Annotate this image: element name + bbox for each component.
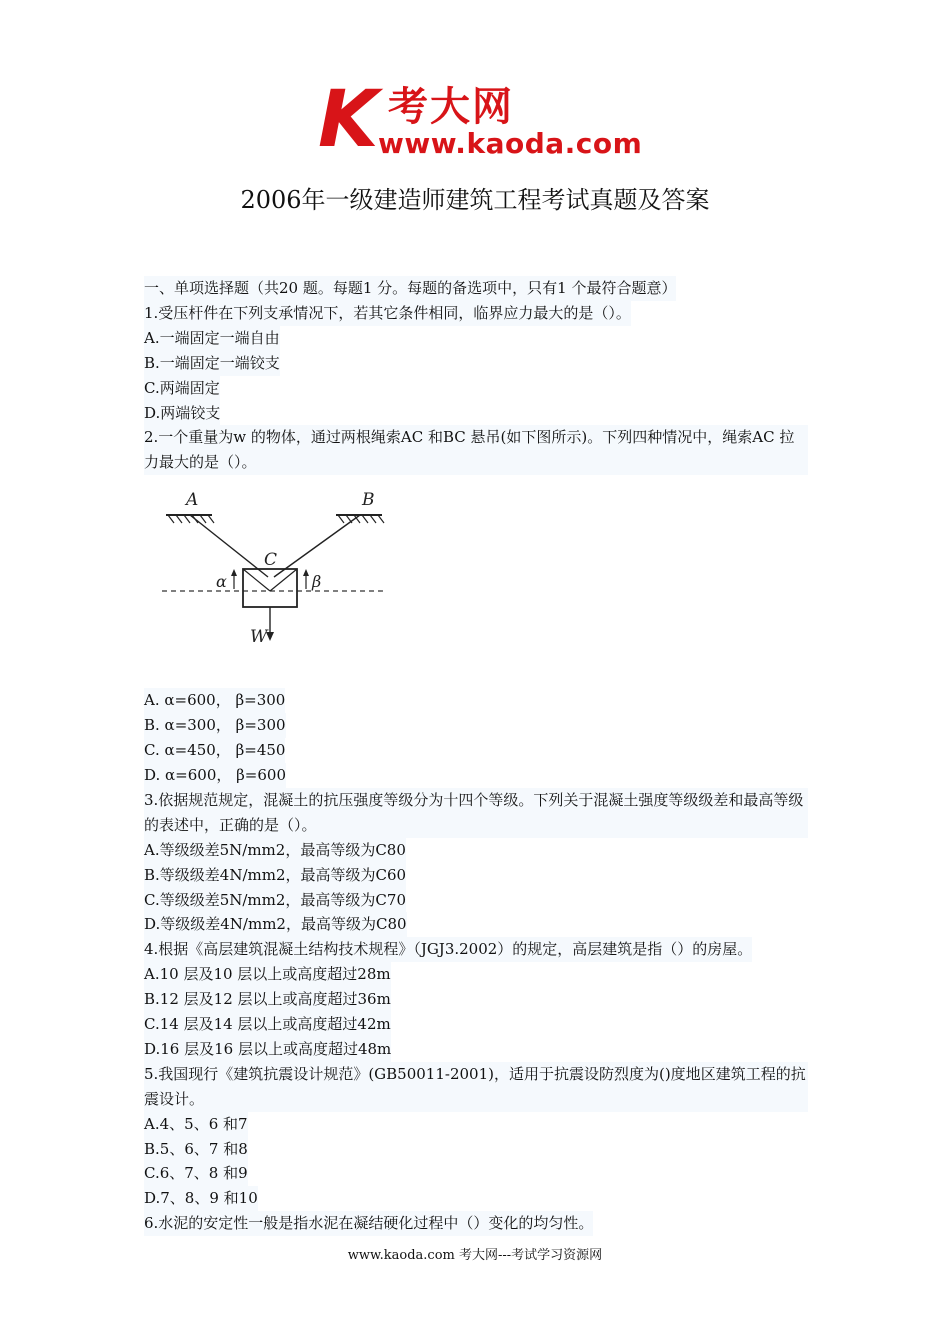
question-5-option-d: D.7、8、9 和10 [144,1186,258,1211]
question-4-stem: 4.根据《高层建筑混凝土结构技术规程》（JGJ3.2002）的规定，高层建筑是指（）的房屋。 [144,937,752,962]
label-alpha: α [216,572,227,592]
question-5-option-c: C.6、7、8 和9 [144,1161,248,1186]
rope-suspension-diagram [156,485,406,660]
question-4-option-b: B.12 层及12 层以上或高度超过36m [144,987,391,1012]
document-body [144,276,814,1236]
rope-bc-inner [270,569,297,591]
label-b: B [362,490,375,511]
logo-name: 考大网 [388,84,514,130]
question-4-option-a: A.10 层及10 层以上或高度超过28m [144,962,391,987]
question-2-option-c: C. α=450， β=450 [144,738,285,763]
logo-mark: K [318,75,379,165]
logo-url: www.kaoda.com [378,127,643,160]
alpha-arrowhead [231,569,237,576]
question-1-option-c: C.两端固定 [144,376,220,401]
question-3-stem: 3.依据规范规定，混凝土的抗压强度等级分为十四个等级。下列关于混凝土强度等级级差和最高等级的表述中，正确的是（）。 [144,788,808,838]
rope-bc [274,515,360,577]
question-2-stem: 2.一个重量为w 的物体，通过两根绳索AC 和BC 悬吊(如下图所示)。下列四种情况中，绳索AC 拉力最大的是（）。 [144,425,808,475]
label-c: C [264,550,278,571]
kaoda-logo [318,75,643,165]
question-6-stem: 6.水泥的安定性一般是指水泥在凝结硬化过程中（）变化的均匀性。 [144,1211,593,1236]
document-title: 2006年一级建造师建筑工程考试真题及答案 [240,186,710,214]
label-a: A [186,490,199,511]
page-footer: www.kaoda.com 考大网---考试学习资源网 [347,1248,603,1263]
question-4-option-d: D.16 层及16 层以上或高度超过48m [144,1037,391,1062]
question-1-stem: 1.受压杆件在下列支承情况下，若其它条件相同，临界应力最大的是（）。 [144,301,631,326]
section-heading: 一、单项选择题（共20 题。每题1 分。每题的备选项中，只有1 个最符合题意） [144,276,676,301]
question-3-option-a: A.等级级差5N/mm2，最高等级为C80 [144,838,406,863]
question-4-option-c: C.14 层及14 层以上或高度超过42m [144,1012,391,1037]
question-2-option-b: B. α=300， β=300 [144,713,286,738]
question-5-option-a: A.4、5、6 和7 [144,1112,248,1137]
question-1-option-d: D.两端铰支 [144,401,220,426]
question-3-option-d: D.等级级差4N/mm2，最高等级为C80 [144,912,407,937]
question-5-stem: 5.我国现行《建筑抗震设计规范》(GB50011-2001)，适用于抗震设防烈度为()度地区建筑工程的抗震设计。 [144,1062,808,1112]
rope-ac [190,515,268,577]
label-w: W [250,627,268,648]
beta-arrowhead [303,569,309,576]
question-1-option-b: B.一端固定一端铰支 [144,351,280,376]
question-2-option-a: A. α=600， β=300 [144,688,285,713]
question-5-option-b: B.5、6、7 和8 [144,1137,248,1162]
rope-ac-inner [243,569,270,591]
question-3-option-b: B.等级级差4N/mm2，最高等级为C60 [144,863,406,888]
question-3-option-c: C.等级级差5N/mm2，最高等级为C70 [144,888,406,913]
question-2-option-d: D. α=600， β=600 [144,763,286,788]
support-b-hatch [338,515,384,523]
weight-block [243,569,297,607]
label-beta: β [312,572,322,592]
question-1-option-a: A.一端固定一端自由 [144,326,280,351]
